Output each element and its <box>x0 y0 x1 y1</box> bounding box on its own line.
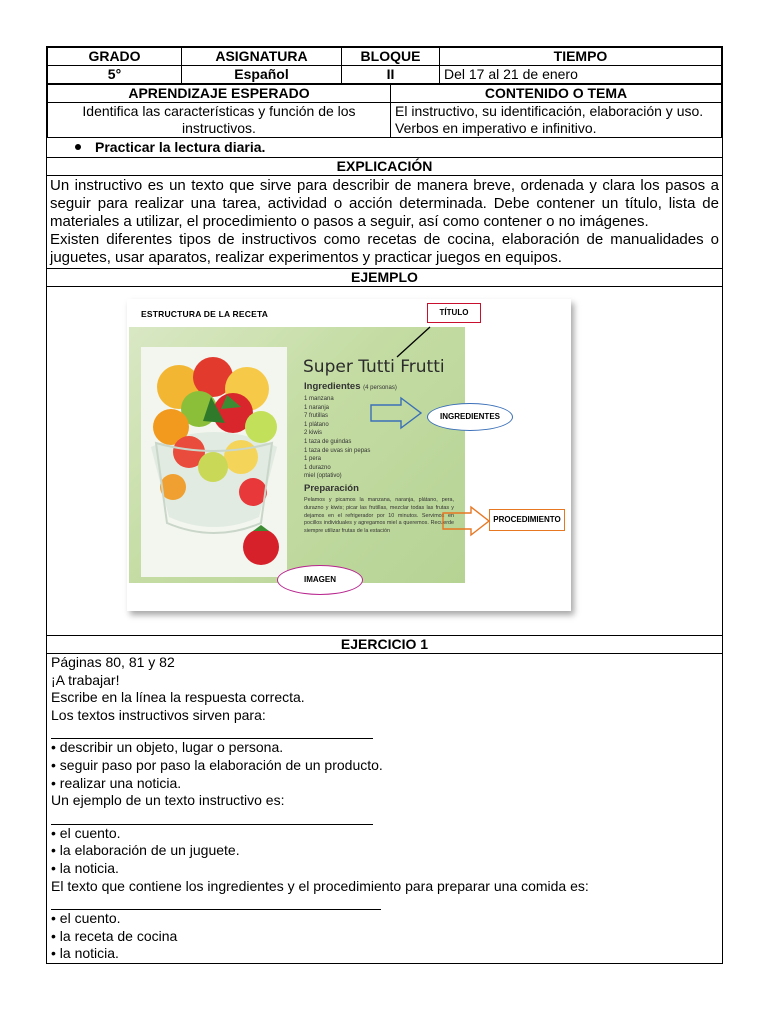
explicacion-paragraph-2: Existen diferentes tipos de instructivos como recetas de cocina, elaboración de manualidades o juguetes, usar aparatos, realizar experimentos y practicar juegos en equipos. <box>50 231 719 266</box>
recipe-title: Super Tutti Frutti <box>303 357 445 377</box>
answer-option: • la noticia. <box>51 859 119 876</box>
ingredientes-arrow-icon <box>371 398 421 428</box>
titulo-pointer-line <box>397 327 430 357</box>
imagen-label: IMAGEN <box>277 565 363 595</box>
example-figure-area <box>47 287 722 636</box>
question-3: El texto que contiene los ingredientes y el procedimiento para preparar una comida es: <box>51 877 589 894</box>
ingredient-item: 2 kiwis <box>304 430 323 437</box>
answer-option: • realizar una noticia. <box>51 774 182 791</box>
answer-option: • describir un objeto, lugar o persona. <box>51 739 284 756</box>
answer-option: • seguir paso por paso la elaboración de un producto. <box>51 756 383 773</box>
titulo-label: TÍTULO <box>427 303 481 323</box>
ingredient-item: 1 taza de guindas <box>304 438 352 445</box>
question-3-options <box>51 910 718 963</box>
contenido-header: CONTENIDO O TEMA <box>391 85 722 103</box>
grado-value: 5° <box>48 66 182 84</box>
exercise-body <box>47 654 722 963</box>
asignatura-value: Español <box>182 66 342 84</box>
ingredient-item: 1 manzana <box>304 396 334 402</box>
procedimiento-label: PROCEDIMIENTO <box>489 509 565 531</box>
answer-option: • el cuento. <box>51 824 121 841</box>
grado-header: GRADO <box>48 48 182 66</box>
figure-title: ESTRUCTURA DE LA RECETA <box>141 309 269 319</box>
ejemplo-title: EJEMPLO <box>47 269 722 287</box>
recipe-structure-figure <box>127 299 571 611</box>
ingredient-item: miel (optativo) <box>304 473 342 480</box>
ingredient-item: 1 durazno <box>304 464 331 471</box>
callout-arrows <box>127 299 571 611</box>
procedimiento-arrow-icon <box>443 507 489 535</box>
instruction-text: Escribe en la línea la respuesta correcta. <box>51 689 305 706</box>
aprendizaje-text: Identifica las características y función de los instructivos. <box>48 103 391 138</box>
explicacion-title: EXPLICACIÓN <box>47 158 722 176</box>
pages-text: Páginas 80, 81 y 82 <box>51 654 175 670</box>
question-2-options <box>51 825 718 878</box>
answer-line-3[interactable] <box>51 895 381 910</box>
go-text: ¡A trabajar! <box>51 671 120 688</box>
tiempo-header: TIEMPO <box>440 48 722 66</box>
preparation-text: Pelamos y picamos la manzana, naranja, plátano, pera, durazno y kiwis; picar las frutillas, mezclar todas las frutas y dejamos en el refrigerador por 10 minutos. Servimos en pocillos individuales y agregamos miel a queremos. Recuerde siempre utilizar frutas de la estación <box>304 497 454 535</box>
aprendizaje-header: APRENDIZAJE ESPERADO <box>48 85 391 103</box>
explicacion-paragraph-1: Un instructivo es un texto que sirve para describir de manera breve, ordenada y clara los pasos a seguir para realizar una tarea, actividad o acción determinada. Debe contener un título, lista de materiales a utilizar, el procedimiento o pasos a seguir, así como contener o no imágenes. <box>50 177 719 230</box>
answer-option: • la elaboración de un juguete. <box>51 842 240 859</box>
asignatura-header: ASIGNATURA <box>182 48 342 66</box>
bullet-icon <box>75 144 81 150</box>
answer-line-1[interactable] <box>51 724 373 739</box>
tiempo-value: Del 17 al 21 de enero <box>440 66 722 84</box>
question-2: Un ejemplo de un texto instructivo es: <box>51 792 285 809</box>
answer-line-2[interactable] <box>51 810 373 825</box>
preparation-heading: Preparación <box>304 483 359 494</box>
question-1: Los textos instructivos sirven para: <box>51 706 266 723</box>
ingredients-note: (4 personas) <box>363 385 397 391</box>
ejercicio-title: EJERCICIO 1 <box>47 636 722 654</box>
contenido-text: El instructivo, su identificación, elaboración y uso. Verbos en imperativo e infinitivo. <box>391 103 722 138</box>
practice-item <box>47 138 722 158</box>
answer-option: • el cuento. <box>51 910 121 927</box>
answer-option: • la receta de cocina <box>51 927 178 944</box>
bloque-header: BLOQUE <box>342 48 440 66</box>
learning-table <box>47 84 722 138</box>
ingredient-item: 7 frutillas <box>304 413 329 420</box>
question-1-options <box>51 739 718 792</box>
worksheet <box>46 46 723 964</box>
ingredients-heading-text: Ingredientes <box>304 381 361 392</box>
practice-text: Practicar la lectura diaria. <box>95 139 266 155</box>
ingredient-item: 1 pera <box>304 456 322 463</box>
ingredient-item: 1 plátano <box>304 421 329 428</box>
ingredient-item: 1 naranja <box>304 404 330 411</box>
answer-option: • la noticia. <box>51 945 119 962</box>
ingredient-item: 1 taza de uvas sin pepas <box>304 447 371 454</box>
bloque-value: II <box>342 66 440 84</box>
ingredientes-label: INGREDIENTES <box>427 403 513 431</box>
header-table <box>47 47 722 84</box>
explicacion-body <box>47 176 722 269</box>
